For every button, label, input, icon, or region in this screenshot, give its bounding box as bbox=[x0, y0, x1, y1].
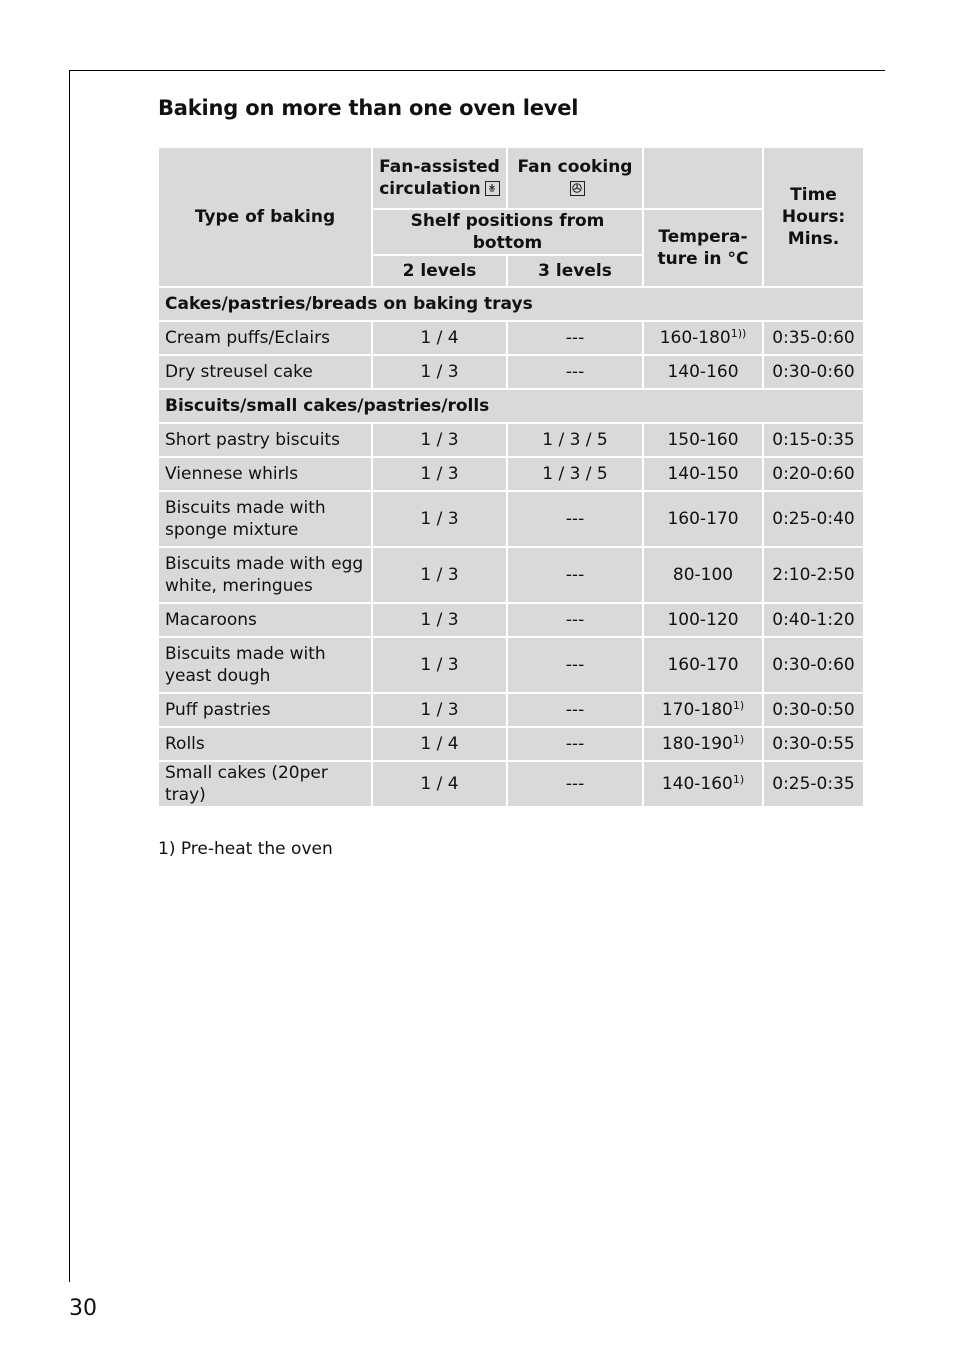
cell-temperature bbox=[643, 423, 763, 457]
temp-value: 180-190 bbox=[661, 734, 733, 754]
cell-type: Dry streusel cake bbox=[158, 355, 372, 389]
table-row bbox=[158, 727, 864, 761]
cell-temperature bbox=[643, 603, 763, 637]
cell-2-levels: 1 / 4 bbox=[372, 761, 507, 807]
cell-type: Viennese whirls bbox=[158, 457, 372, 491]
table-row bbox=[158, 547, 864, 603]
cell-temperature bbox=[643, 761, 763, 807]
cell-temperature bbox=[643, 491, 763, 547]
header-empty-cell bbox=[643, 147, 763, 209]
table-row bbox=[158, 491, 864, 547]
cell-3-levels: --- bbox=[507, 547, 643, 603]
cell-2-levels: 1 / 4 bbox=[372, 321, 507, 355]
cell-type: Biscuits made with egg white, meringues bbox=[158, 547, 372, 603]
header-fan-assisted bbox=[372, 147, 507, 209]
cell-temperature bbox=[643, 547, 763, 603]
table-row bbox=[158, 603, 864, 637]
cell-3-levels: --- bbox=[507, 761, 643, 807]
cell-3-levels: 1 / 3 / 5 bbox=[507, 457, 643, 491]
cell-time: 0:30-0:60 bbox=[763, 355, 864, 389]
cell-temperature bbox=[643, 355, 763, 389]
cell-3-levels: --- bbox=[507, 727, 643, 761]
header-time bbox=[763, 147, 864, 287]
footnote-marker: 1)) bbox=[730, 327, 747, 340]
section-title: Cakes/pastries/breads on baking trays bbox=[158, 287, 864, 321]
cell-2-levels: 1 / 3 bbox=[372, 423, 507, 457]
header-fan-cooking bbox=[507, 147, 643, 209]
header-3-levels: 3 levels bbox=[507, 255, 643, 287]
cell-3-levels: --- bbox=[507, 491, 643, 547]
baking-table bbox=[157, 146, 865, 808]
footnote-marker: 1) bbox=[732, 699, 745, 712]
top-rule bbox=[69, 70, 885, 71]
header-fan-assisted-label: Fan-assisted circulation bbox=[379, 157, 500, 199]
cell-2-levels: 1 / 3 bbox=[372, 693, 507, 727]
header-2-levels: 2 levels bbox=[372, 255, 507, 287]
cell-3-levels: --- bbox=[507, 321, 643, 355]
header-temp-line2: ture in °C bbox=[657, 249, 749, 269]
header-temp-line1: Tempera- bbox=[658, 227, 748, 247]
table-row bbox=[158, 637, 864, 693]
cell-temperature bbox=[643, 457, 763, 491]
cell-time: 0:40-1:20 bbox=[763, 603, 864, 637]
temp-value: 160-170 bbox=[667, 509, 739, 529]
cell-type: Rolls bbox=[158, 727, 372, 761]
cell-type: Small cakes (20per tray) bbox=[158, 761, 372, 807]
temp-value: 160-170 bbox=[667, 655, 739, 675]
header-temperature bbox=[643, 209, 763, 287]
cell-type: Biscuits made with sponge mixture bbox=[158, 491, 372, 547]
cell-2-levels: 1 / 3 bbox=[372, 603, 507, 637]
cell-type: Short pastry biscuits bbox=[158, 423, 372, 457]
fan-cooking-icon bbox=[570, 181, 585, 196]
table-row bbox=[158, 693, 864, 727]
header-time-line1: Time bbox=[790, 185, 837, 205]
cell-time: 0:25-0:40 bbox=[763, 491, 864, 547]
table-row bbox=[158, 321, 864, 355]
temp-value: 170-180 bbox=[661, 700, 733, 720]
temp-value: 160-180 bbox=[659, 328, 731, 348]
cell-3-levels: 1 / 3 / 5 bbox=[507, 423, 643, 457]
cell-time: 0:30-0:60 bbox=[763, 637, 864, 693]
temp-value: 100-120 bbox=[667, 610, 739, 630]
cell-time: 0:20-0:60 bbox=[763, 457, 864, 491]
cell-temperature bbox=[643, 321, 763, 355]
section-title: Biscuits/small cakes/pastries/rolls bbox=[158, 389, 864, 423]
cell-type: Macaroons bbox=[158, 603, 372, 637]
cell-3-levels: --- bbox=[507, 693, 643, 727]
table-row bbox=[158, 457, 864, 491]
cell-2-levels: 1 / 3 bbox=[372, 547, 507, 603]
cell-2-levels: 1 / 3 bbox=[372, 457, 507, 491]
temp-value: 150-160 bbox=[667, 430, 739, 450]
cell-temperature bbox=[643, 637, 763, 693]
page-title: Baking on more than one oven level bbox=[158, 96, 579, 120]
cell-type: Biscuits made with yeast dough bbox=[158, 637, 372, 693]
header-time-line3: Mins. bbox=[787, 229, 840, 249]
footnote-marker: 1) bbox=[732, 733, 745, 746]
footnote-marker: 1) bbox=[732, 773, 745, 786]
temp-value: 140-150 bbox=[667, 464, 739, 484]
cell-time: 0:35-0:60 bbox=[763, 321, 864, 355]
cell-2-levels: 1 / 3 bbox=[372, 491, 507, 547]
header-type-of-baking: Type of baking bbox=[158, 147, 372, 287]
cell-time: 0:30-0:50 bbox=[763, 693, 864, 727]
temp-value: 140-160 bbox=[667, 362, 739, 382]
temp-value: 140-160 bbox=[661, 774, 733, 794]
cell-2-levels: 1 / 3 bbox=[372, 355, 507, 389]
cell-type: Cream puffs/Eclairs bbox=[158, 321, 372, 355]
table-row bbox=[158, 355, 864, 389]
cell-type: Puff pastries bbox=[158, 693, 372, 727]
table-row bbox=[158, 761, 864, 807]
temp-value: 80-100 bbox=[672, 565, 734, 585]
cell-3-levels: --- bbox=[507, 637, 643, 693]
cell-3-levels: --- bbox=[507, 355, 643, 389]
cell-temperature bbox=[643, 693, 763, 727]
cell-time: 0:15-0:35 bbox=[763, 423, 864, 457]
fan-assisted-circulation-icon bbox=[485, 181, 500, 196]
table-row bbox=[158, 423, 864, 457]
header-fan-cooking-label: Fan cooking bbox=[517, 157, 633, 177]
header-shelf-positions: Shelf positions from bottom bbox=[372, 209, 643, 255]
cell-time: 0:30-0:55 bbox=[763, 727, 864, 761]
cell-time: 0:25-0:35 bbox=[763, 761, 864, 807]
left-rule bbox=[69, 70, 70, 1282]
cell-time: 2:10-2:50 bbox=[763, 547, 864, 603]
cell-2-levels: 1 / 4 bbox=[372, 727, 507, 761]
cell-temperature bbox=[643, 727, 763, 761]
header-time-line2: Hours: bbox=[781, 207, 846, 227]
page-number: 30 bbox=[69, 1296, 97, 1321]
cell-3-levels: --- bbox=[507, 603, 643, 637]
footnote: 1) Pre-heat the oven bbox=[158, 839, 333, 859]
cell-2-levels: 1 / 3 bbox=[372, 637, 507, 693]
